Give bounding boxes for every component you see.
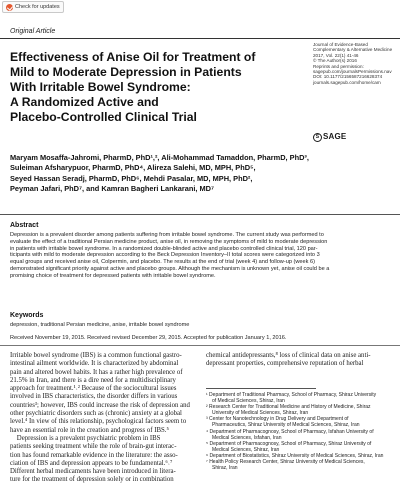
footnote-rule bbox=[206, 388, 316, 389]
affiliation-line: of Medical Sciences, Shiraz, Iran bbox=[212, 398, 285, 405]
affiliation-line: Pharmaceutics, Shiraz University of Medical Sciences, Shiraz, Iran bbox=[212, 422, 360, 429]
body-line: 21.5% in Iran, and there is a dire need for a multidisciplinary bbox=[10, 376, 176, 384]
author-line: Seyed Hassan Seradj, PharmD, PhD⁶, Mehdi Pasalar, MD, MPH, PhD², bbox=[10, 173, 253, 183]
publisher-logo bbox=[313, 132, 346, 142]
journal-home-link[interactable]: journals.sagepub.com/home/cam bbox=[313, 79, 381, 85]
body-line: depressant properties, comprehensive reputation of herbal bbox=[206, 360, 364, 368]
body-line: Depression is a prevalent psychiatric problem in IBS bbox=[10, 434, 161, 442]
body-left-column bbox=[10, 352, 200, 485]
article-type: Original Article bbox=[10, 28, 56, 35]
journal-meta-link[interactable]: sagepub.com/journalsPermissions.nav bbox=[313, 69, 392, 75]
body-line: Irritable bowel syndrome (IBS) is a common functional gastro- bbox=[10, 352, 182, 359]
abstract-body bbox=[10, 232, 400, 280]
author-line: Suleiman Afsharypuor, PharmD, PhD⁴, Alireza Salehi, MD, MPH, PhD⁵, bbox=[10, 163, 256, 173]
body-line: intestinal ailment worldwide. It is characterized by abdominal bbox=[10, 360, 179, 368]
journal-metadata bbox=[313, 42, 400, 85]
body-line: chemical antidepressants,⁸ loss of clinical data on anise anti- bbox=[206, 352, 371, 359]
title-line: Effectiveness of Anise Oil for Treatment of bbox=[10, 50, 256, 64]
author-list bbox=[10, 153, 400, 195]
body-line: pain and altered bowel habits. It has a rather high prevalence of bbox=[10, 368, 183, 376]
title-line: Placebo-Controlled Clinical Trial bbox=[10, 110, 197, 124]
affiliations bbox=[206, 392, 400, 471]
keywords-text: depression, traditional Persian medicine, anise, irritable bowel syndrome bbox=[10, 322, 190, 328]
title-line: A Randomized Active and bbox=[10, 95, 159, 109]
abstract-line: Depression is a prevalent disorder among patients suffering from irritable bowel syndrome. The current study was performed to bbox=[10, 232, 324, 238]
body-line: level.⁴ In view of this relationship, psychological factors seem to bbox=[10, 418, 187, 426]
journal-meta-line: © The Author(s) 2016 bbox=[313, 58, 357, 64]
journal-meta-line: Complementary & Alternative Medicine bbox=[313, 47, 393, 53]
article-title bbox=[10, 50, 310, 125]
body-line: patients seeking treatment while the role of brain-gut interac- bbox=[10, 443, 177, 451]
body-line: Different herbal medicaments have been introduced in litera- bbox=[10, 468, 176, 476]
body-line: ture for the treatment of depression solely or in combination bbox=[10, 476, 174, 484]
abstract-rule bbox=[0, 214, 400, 215]
body-line: countries³; however, IBS could increase the risk of depression and bbox=[10, 401, 190, 409]
check-for-updates-badge[interactable] bbox=[2, 1, 64, 13]
body-line: have an essential role in the creation and progress of IBS.⁵ bbox=[10, 426, 169, 434]
affiliation-line: Medical Sciences, Shiraz, Iran bbox=[212, 446, 280, 453]
doi-link[interactable]: DOI: 10.1177/2156587216628374 bbox=[313, 74, 383, 80]
abstract-line: in patients with irritable bowel syndrome. In a randomized double-blinded active and placebo controlled clinical trial, 120 par- bbox=[10, 245, 318, 252]
body-line: other psychiatric disorders such as (chronic) anxiety at a global bbox=[10, 410, 182, 418]
abstract-line: promising choice of treatment for depressed patients with irritable bowel syndrome. bbox=[10, 272, 216, 279]
check-updates-icon bbox=[6, 4, 13, 11]
journal-meta-line: Journal of Evidence-Based bbox=[313, 42, 368, 47]
author-line: Peyman Jafari, PhD⁷, and Kamran Bagheri Lankarani, MD⁷ bbox=[10, 184, 215, 194]
affiliation-line: University of Medical Sciences, Shiraz, Iran bbox=[212, 410, 309, 417]
header-rule bbox=[0, 38, 400, 39]
affiliation-line: ² Research Center for Traditional Medicine and History of Medicine, Shiraz bbox=[206, 404, 371, 411]
affiliation-line: ⁶ Department of Biostatistics, Shiraz University of Medical Sciences, Shiraz, Iran bbox=[206, 452, 384, 459]
body-line: approach for treatment.¹˒² Because of the sociocultural issues bbox=[10, 385, 177, 393]
body-line: ciation of IBS and depression appears to be fundamental.⁶˒⁷ bbox=[10, 459, 173, 467]
publication-dates: Received November 19, 2015. Received revised December 29, 2015. Accepted for publication January 1, 2016. bbox=[10, 335, 287, 341]
abstract-line: demonstrated significant priority against active and placebo groups. Although the mechanism is unknown yet, anise oil could be a bbox=[10, 265, 330, 272]
keywords-heading: Keywords bbox=[10, 312, 44, 319]
affiliation-line: ³ Center for Nanotechnology in Drug Delivery and Department of bbox=[206, 416, 349, 423]
body-line: tion has found remarkable evidence in the literature: the asso- bbox=[10, 451, 178, 459]
affiliation-line: ⁴ Department of Pharmacognosy, School of Pharmacy, Isfahan University of bbox=[206, 428, 374, 435]
affiliation-line: ⁷ Health Policy Research Center, Shiraz University of Medical Sciences, bbox=[206, 459, 365, 466]
author-line: Maryam Mosaffa-Jahromi, PharmD, PhD¹,², Ali-Mohammad Tamaddon, PharmD, PhD³, bbox=[10, 153, 309, 162]
body-line: involved in IBS characteristics, the disorder differs in various bbox=[10, 393, 178, 401]
abstract-heading: Abstract bbox=[10, 222, 39, 229]
body-rule bbox=[0, 345, 400, 346]
affiliation-line: Shiraz, Iran bbox=[212, 465, 238, 472]
title-line: With Irritable Bowel Syndrome: bbox=[10, 80, 191, 94]
title-line: Mild to Moderate Depression in Patients bbox=[10, 65, 242, 79]
sage-copyright-icon: S bbox=[313, 133, 322, 142]
body-right-column bbox=[206, 352, 400, 369]
publisher-name: SAGE bbox=[323, 132, 347, 141]
abstract-line: ticipants with mild to moderate depression according to the Beck Depression Inventory–II total scores were categorized into 3 bbox=[10, 252, 320, 259]
check-for-updates-label: Check for updates bbox=[15, 4, 60, 10]
abstract-line: evaluate the effect of a traditional Persian medicine product, anise oil, in removing the symptoms of mild to moderate depression bbox=[10, 238, 328, 245]
affiliation-line: ⁵ Department of Pharmacognosy, School of Pharmacy, Shiraz University of bbox=[206, 440, 372, 447]
abstract-line: equal groups and received anise oil, Colpermin, and placebo. The results at the end of trial (week 4) and follow-up (week 6) bbox=[10, 259, 315, 266]
affiliation-line: Medical Sciences, Isfahan, Iran bbox=[212, 434, 282, 441]
affiliation-line: ¹ Department of Traditional Pharmacy, School of Pharmacy, Shiraz University bbox=[206, 392, 377, 398]
journal-meta-line: Reprints and permission: bbox=[313, 63, 364, 69]
journal-meta-line: 2017, Vol. 22(1) 41-46 bbox=[313, 52, 359, 58]
